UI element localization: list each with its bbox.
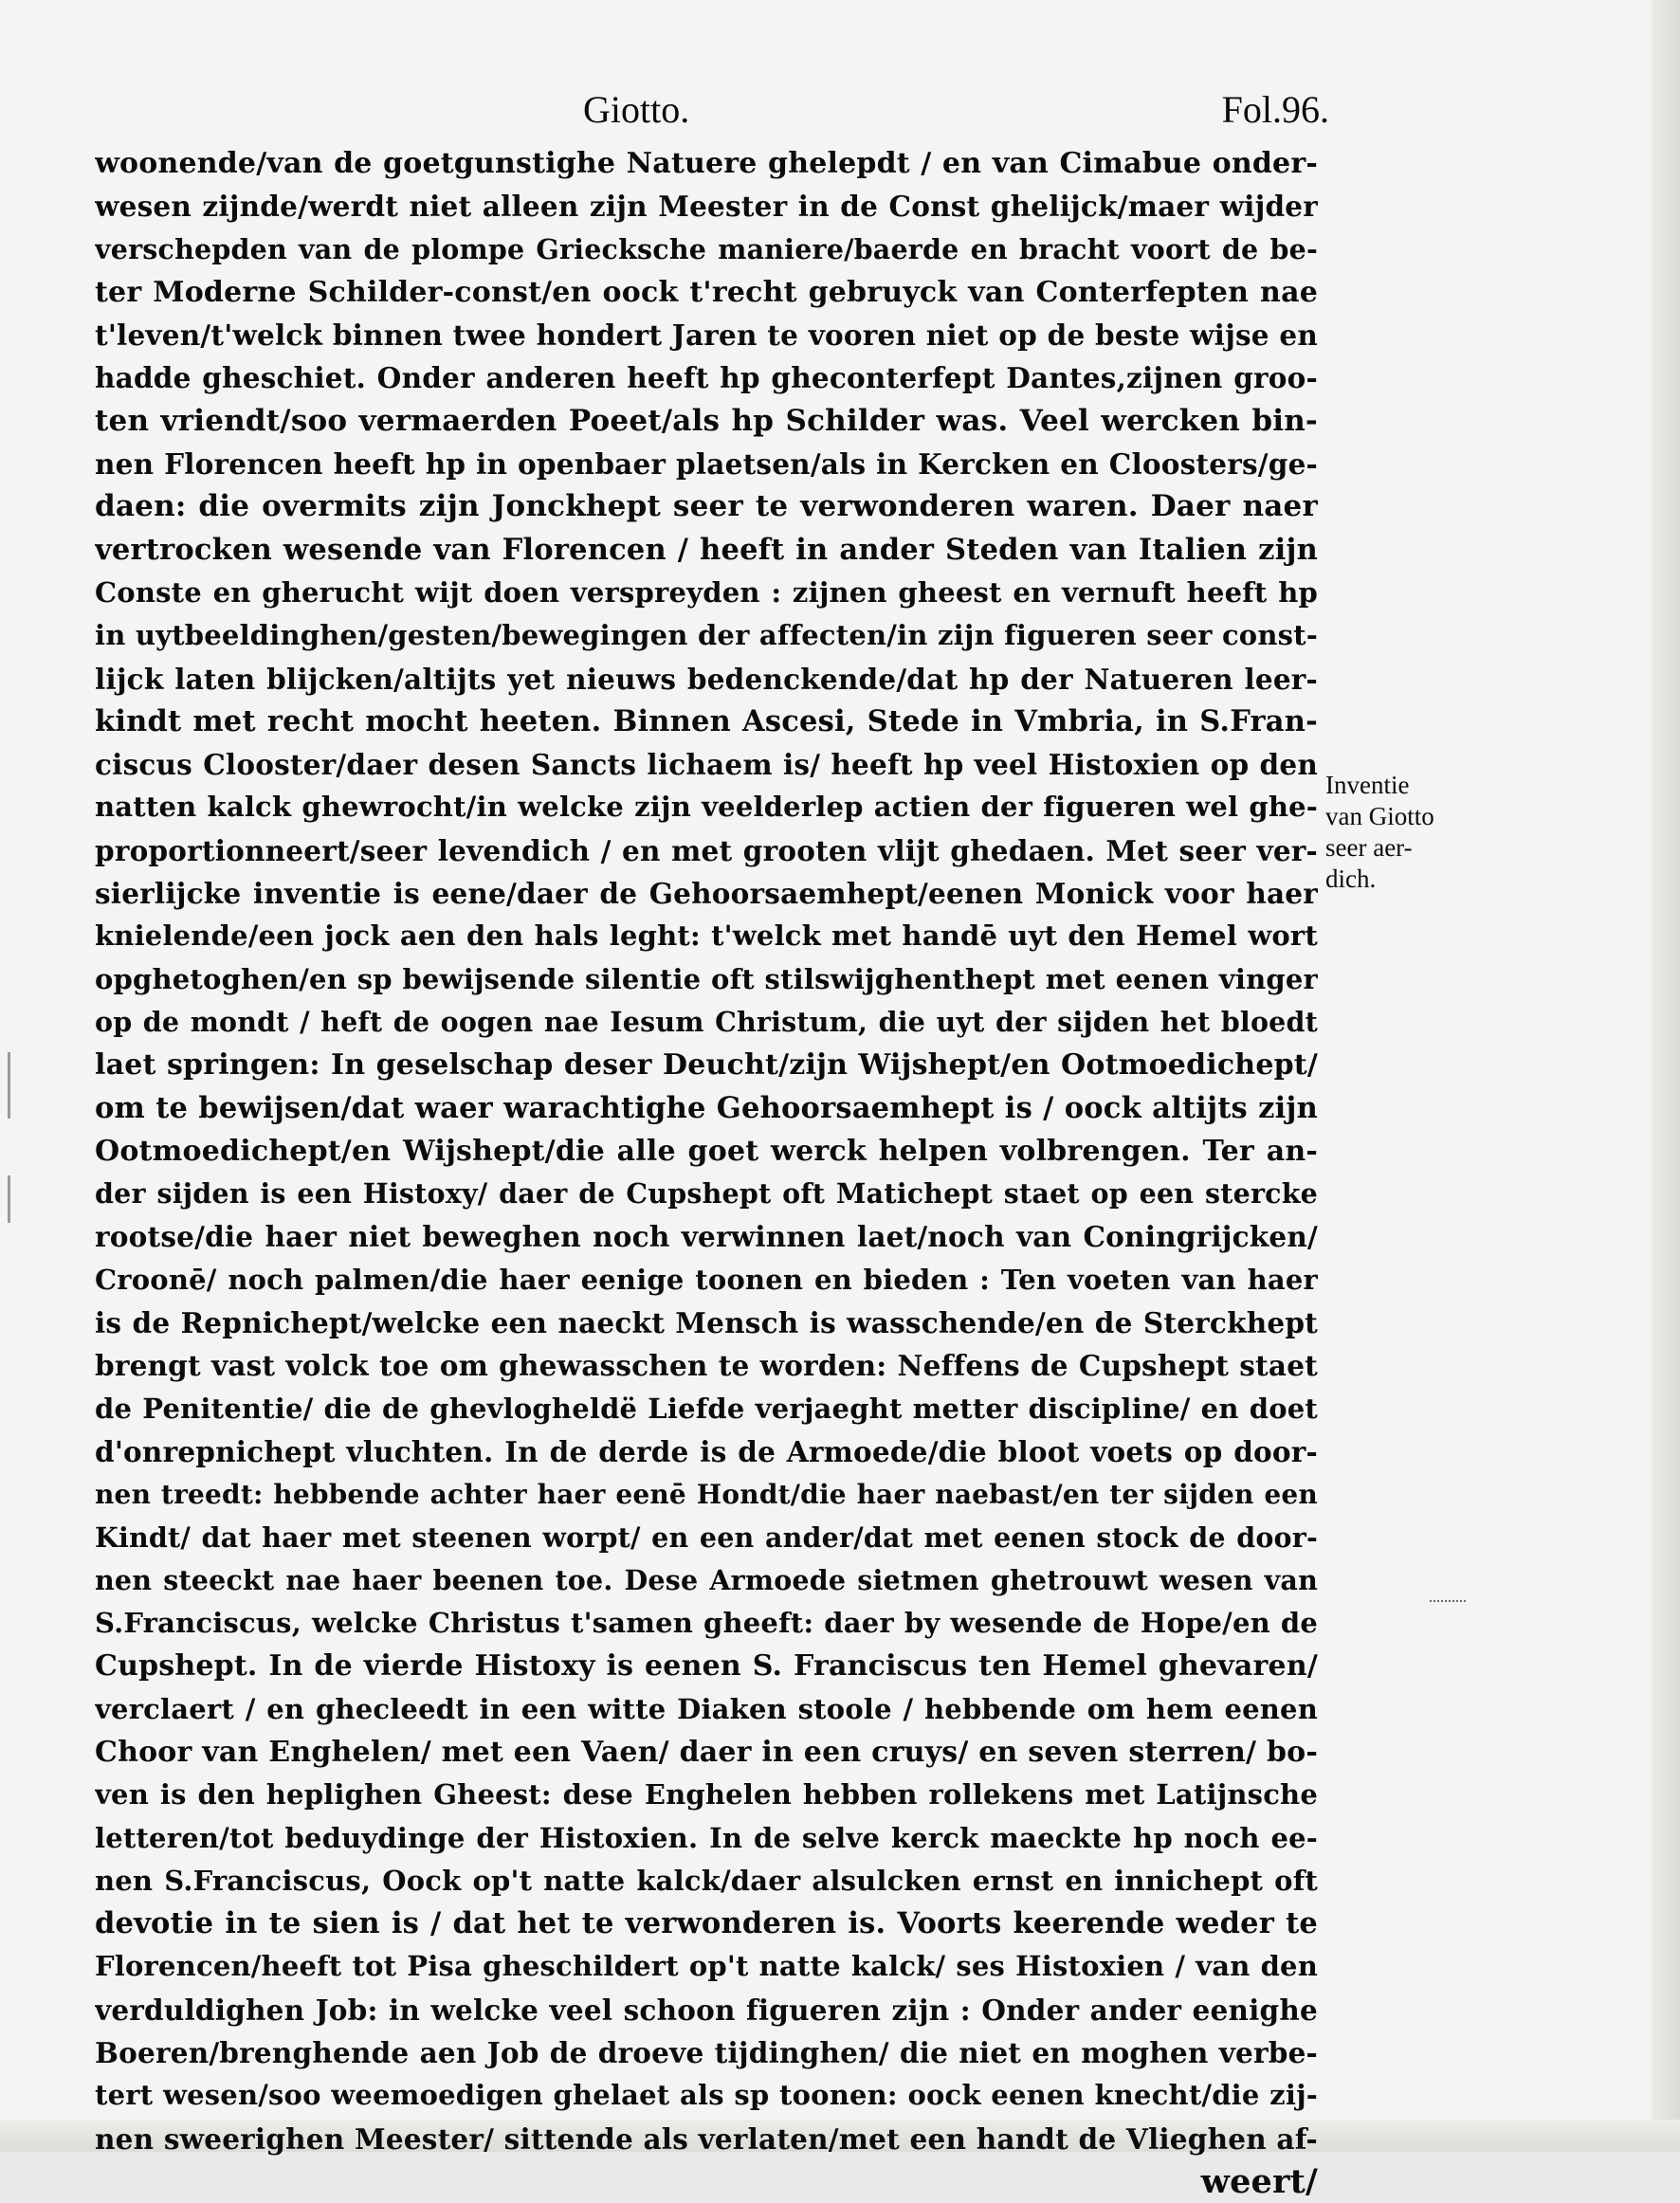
text-line: in uytbeeldinghen/gesten/bewegingen der affecten/in zijn figueren seer const- <box>95 619 1318 652</box>
text-line: nen S.Franciscus, Oock op't natte kalck/daer alsulcken ernst en innichept oft <box>95 1864 1318 1897</box>
text-line: verschepden van de plompe Griecksche maniere/baerde en bracht voort de be- <box>95 232 1318 265</box>
margin-note-line: seer aer- <box>1325 833 1413 862</box>
text-line: ten vriendt/soo vermaerden Poeet/als hp Schilder was. Veel wercken bin- <box>95 403 1318 438</box>
text-line: proportionneert/seer levendich / en met grooten vlijt ghedaen. Met seer ver- <box>95 833 1318 867</box>
text-line: verduldighen Job: in welcke veel schoon figueren zijn : Onder ander eenighe <box>95 1993 1318 2027</box>
text-line: wesen zijnde/werdt niet alleen zijn Meester in de Const ghelijck/maer wijder <box>95 190 1318 224</box>
text-line: verclaert / en ghecleedt in een witte Diaken stoole / hebbende om hem eenen <box>95 1692 1318 1725</box>
text-line: ter Moderne Schilder-const/en oock t'recht gebruyck van Conterfepten nae <box>95 275 1318 309</box>
text-line: der sijden is een Histoxy/ daer de Cupshept oft Matichept staet op een stercke <box>95 1177 1318 1211</box>
text-line: laet springen: In geselschap deser Deucht/zijn Wijshept/en Ootmoedichept/ <box>95 1048 1318 1083</box>
text-line: lijck laten blijcken/altijts yet nieuws bedenckende/dat hp der Natueren leer- <box>95 662 1318 696</box>
text-line: nen treedt: hebbende achter haer eenē Hondt/die haer naebast/en ter sijden een <box>95 1479 1318 1511</box>
text-line: vertrocken wesende van Florencen / heeft in ander Steden van Italien zijn <box>95 532 1318 567</box>
page-edge-right <box>1652 0 1680 2152</box>
margin-note-line: Inventie <box>1325 771 1410 799</box>
text-line: opghetoghen/en sp bewijsende silentie oft stilswijghenthept met eenen vinger <box>95 962 1318 995</box>
text-line: woonende/van de goetgunstighe Natuere ghelepdt / en van Cimabue onder- <box>95 147 1318 180</box>
text-line: de Penitentie/ die de ghevlogheldë Liefde verjaeght metter discipline/ en doet <box>95 1392 1318 1425</box>
text-line: sierlijcke inventie is eene/daer de Gehoorsaemhept/eenen Monick voor haer <box>95 877 1318 911</box>
text-line: nen sweerighen Meester/ sittende als verlaten/met een handt de Vlieghen af- <box>95 2121 1318 2156</box>
text-line: d'onrepnichept vluchten. In de derde is de Armoede/die bloot voets op door- <box>95 1434 1318 1468</box>
text-line: t'leven/t'welck binnen twee hondert Jaren te vooren niet op de beste wijse en <box>95 319 1318 353</box>
margin-note-line: van Giotto <box>1325 802 1434 830</box>
text-line: op de mondt / heft de oogen nae Iesum Christum, die uyt der sijden het bloedt <box>95 1005 1318 1038</box>
gutter-mark <box>8 1175 10 1223</box>
text-line: kindt met recht mocht heeten. Binnen Ascesi, Stede in Vmbria, in S.Fran- <box>95 703 1318 738</box>
text-line: letteren/tot beduydinge der Histoxien. In de selve kerck maeckte hp noch ee- <box>95 1821 1318 1854</box>
text-line: devotie in te sien is / dat het te verwonderen is. Voorts keerende weder te <box>95 1906 1318 1941</box>
text-line: tert wesen/soo weemoedigen ghelaet als sp toonen: oock eenen knecht/die zij- <box>95 2079 1318 2112</box>
text-line: hadde gheschiet. Onder anderen heeft hp gheconterfept Dantes,zijnen groo- <box>95 361 1318 395</box>
running-title: Giotto. <box>583 88 690 131</box>
folio-number: Fol.96. <box>1221 88 1329 131</box>
text-line: nen steeckt nae haer beenen toe. Dese Armoede sietmen ghetrouwt wesen van <box>95 1563 1318 1596</box>
margin-note-line: dich. <box>1325 865 1377 893</box>
margin-note <box>1325 770 1487 895</box>
margin-tick-mark <box>1430 1600 1466 1604</box>
gutter-mark <box>8 1052 10 1119</box>
text-line: Ootmoedichept/en Wijshept/die alle goet werck helpen volbrengen. Ter an- <box>95 1134 1318 1168</box>
text-line: natten kalck ghewrocht/in welcke zijn veelderlep actien der figueren wel ghe- <box>95 791 1318 824</box>
text-line: ciscus Clooster/daer desen Sancts lichaem is/ heeft hp veel Histoxien op den <box>95 748 1318 782</box>
text-line: rootse/die haer niet beweghen noch verwinnen laet/noch van Coningrijcken/ <box>95 1220 1318 1254</box>
text-line: is de Repnichept/welcke een naeckt Mensch is wasschende/en de Sterckhept <box>95 1306 1318 1340</box>
body-text <box>95 142 1318 2203</box>
text-line: Choor van Enghelen/ met een Vaen/ daer in een cruys/ en seven sterren/ bo- <box>95 1735 1318 1769</box>
text-line: weert/ <box>1200 2161 1318 2201</box>
text-line: ven is den heplighen Gheest: dese Enghelen hebben rollekens met Latijnsche <box>95 1778 1318 1812</box>
text-line: om te bewijsen/dat waer warachtighe Gehoorsaemhept is / oock altijts zijn <box>95 1090 1318 1125</box>
text-line: knielende/een jock aen den hals leght: t'welck met handē uyt den Hemel wort <box>95 919 1318 953</box>
running-header <box>95 87 1329 144</box>
text-line: nen Florencen heeft hp in openbaer plaetsen/als in Kercken en Cloosters/ge- <box>95 447 1318 482</box>
text-line: Boeren/brenghende aen Job de droeve tijdinghen/ die niet en moghen verbe- <box>95 2036 1318 2070</box>
text-line: brengt vast volck toe om ghewasschen te worden: Neffens de Cupshept staet <box>95 1349 1318 1383</box>
text-line: daen: die overmits zijn Jonckhept seer te verwonderen waren. Daer naer <box>95 489 1318 524</box>
text-line: S.Franciscus, welcke Christus t'samen gheeft: daer by wesende de Hope/en de <box>95 1607 1318 1640</box>
text-line: Kindt/ dat haer met steenen worpt/ en een ander/dat met eenen stock de door- <box>95 1520 1318 1554</box>
text-line: Cupshept. In de vierde Histoxy is eenen S. Franciscus ten Hemel ghevaren/ <box>95 1649 1318 1684</box>
text-line: Croonē/ noch palmen/die haer eenige toonen en bieden : Ten voeten van haer <box>95 1263 1318 1296</box>
text-line: Conste en gherucht wijt doen verspreyden : zijnen gheest en vernuft heeft hp <box>95 575 1318 609</box>
text-line: Florencen/heeft tot Pisa gheschildert op't natte kalck/ ses Histoxien / van den <box>95 1950 1318 1983</box>
